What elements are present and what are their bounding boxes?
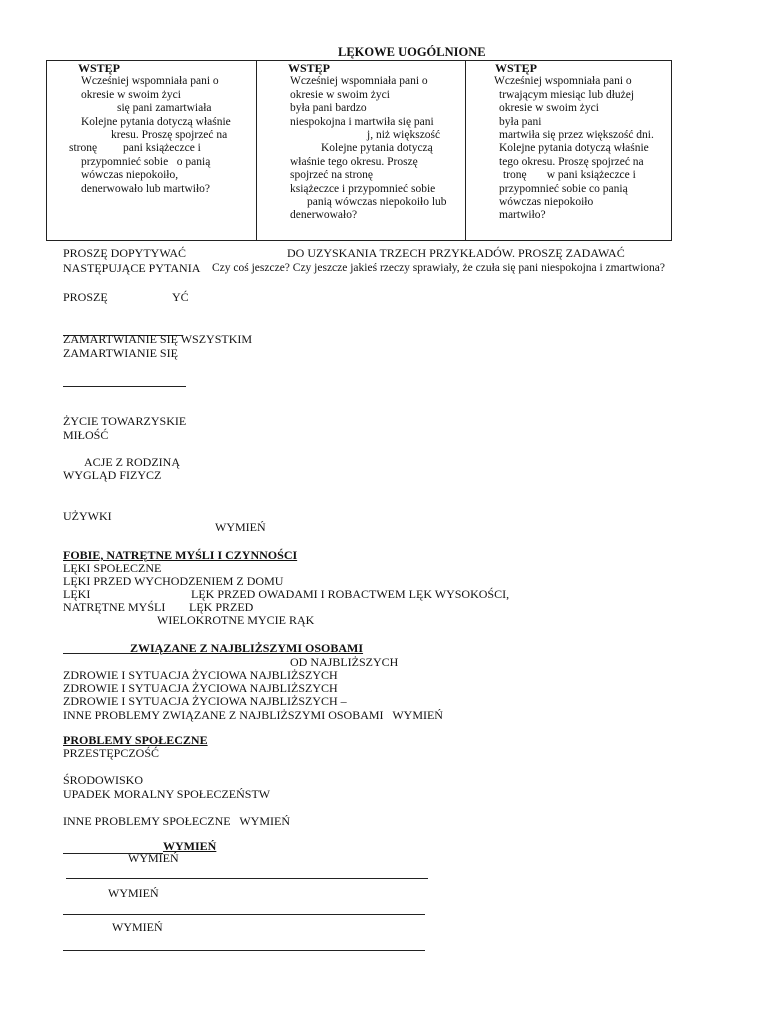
instruction-text: NASTĘPUJĄCE PYTANIA — [63, 261, 201, 275]
other-item: WYMIEŃ — [108, 886, 159, 900]
worry-item: WYGLĄD FIZYCZ — [63, 468, 162, 482]
relatives-item: ZDROWIE I SYTUACJA ŻYCIOWA NAJBLIŻSZYCH — [63, 681, 338, 695]
section-heading-phobias: FOBIE, NATRĘTNE MYŚLI I CZYNNOŚCI — [63, 548, 298, 562]
intro-line: kresu. Proszę spojrzeć na — [111, 129, 228, 142]
intro-line: Kolejne pytania dotyczą — [321, 142, 433, 155]
instruction-text: PROSZĘ — [63, 290, 108, 304]
phobia-item: LĘK PRZED OWADAMI I ROBACTWEM LĘK WYSOKOŚCI, — [191, 587, 510, 601]
intro-line: martwiło? — [499, 209, 546, 222]
relatives-item: OD NAJBLIŻSZYCH — [290, 655, 399, 669]
intro-line: okresie w swoim życi — [290, 88, 390, 101]
instruction-text: DO UZYSKANIA TRZECH PRZYKŁADÓW. PROSZĘ ZADAWAĆ — [287, 246, 625, 260]
intro-line: okresie w swoim życi — [81, 88, 181, 101]
phobia-item: WIELOKROTNE MYCIE RĄK — [157, 613, 315, 627]
instruction-text: PROSZĘ DOPYTYWAĆ — [63, 246, 187, 260]
intro-heading: WSTĘP — [495, 61, 538, 75]
intro-line: panią wówczas niepokoiło lub — [307, 196, 447, 209]
intro-line: martwiła się przez większość dni. — [499, 129, 654, 142]
blank-line — [63, 386, 186, 387]
intro-line: denerwowało? — [290, 209, 358, 222]
intro-line: denerwowało lub martwiło? — [81, 182, 211, 195]
social-item: ŚRODOWISKO — [63, 773, 144, 787]
relatives-item: INNE PROBLEMY ZWIĄZANE Z NAJBLIŻSZYMI OSOBAMI WYMIEŃ — [63, 708, 443, 722]
intro-line: j, niż większość — [367, 129, 441, 142]
intro-column-1 — [47, 61, 256, 196]
section-heading-social: PROBLEMY SPOŁECZNE — [63, 733, 208, 747]
other-item: WYMIEŃ — [112, 920, 163, 934]
relatives-item: ZDROWIE I SYTUACJA ŻYCIOWA NAJBLIŻSZYCH – — [63, 694, 347, 708]
intro-line: przypomnieć sobie co panią — [499, 182, 628, 195]
answer-line[interactable] — [63, 914, 425, 915]
phobia-item: LĘK PRZED — [189, 600, 254, 614]
relatives-item: ZDROWIE I SYTUACJA ŻYCIOWA NAJBLIŻSZYCH — [63, 668, 338, 682]
worry-item: ZAMARTWIANIE SIĘ — [63, 346, 178, 360]
intro-line: przypomnieć sobie o panią — [81, 155, 211, 168]
phobia-item: LĘKI PRZED WYCHODZENIEM Z DOMU — [63, 574, 284, 588]
section-heading-other: WYMIEŃ — [163, 839, 217, 853]
intro-line: spojrzeć na stronę — [290, 169, 374, 182]
intro-line: była pani bardzo — [290, 102, 367, 115]
social-item: PRZESTĘPCZOŚĆ — [63, 746, 160, 760]
intro-line: Kolejne pytania dotyczą właśnie — [499, 142, 649, 155]
worry-item: WYMIEŃ — [215, 520, 266, 534]
section-heading-relatives: ZWIĄZANE Z NAJBLIŻSZYMI OSOBAMI — [130, 641, 364, 655]
phobia-item: NATRĘTNE MYŚLI — [63, 600, 166, 614]
worry-item: UŻYWKI — [63, 509, 112, 523]
intro-column-2 — [257, 61, 465, 223]
worry-item: ŻYCIE TOWARZYSKIE — [63, 414, 187, 428]
intro-line: książeczce i przypomnieć sobie — [290, 182, 436, 195]
phobia-item: LĘKI SPOŁECZNE — [63, 561, 162, 575]
intro-line: Wcześniej wspomniała pani o — [290, 75, 428, 88]
intro-line: Wcześniej wspomniała pani o — [494, 75, 632, 88]
answer-line[interactable] — [63, 950, 425, 951]
page-title: LĘKOWE UOGÓLNIONE — [338, 45, 486, 59]
intro-heading: WSTĘP — [78, 61, 121, 75]
intro-line: Kolejne pytania dotyczą właśnie — [81, 115, 231, 128]
intro-line: tego okresu. Proszę spojrzeć na — [499, 155, 644, 168]
intro-table — [46, 60, 672, 241]
intro-heading: WSTĘP — [288, 61, 331, 75]
intro-line: trwającym miesiąc lub dłużej — [499, 88, 635, 101]
intro-line: wówczas niepokoiło, — [81, 169, 179, 182]
intro-line: właśnie tego okresu. Proszę — [290, 155, 418, 168]
phobia-item: LĘKI — [63, 587, 91, 601]
instruction-questions: Czy coś jeszcze? Czy jeszcze jakieś rzeczy sprawiały, że czuła się pani niespokojna i zmartwiona? — [212, 262, 665, 274]
social-item: INNE PROBLEMY SPOŁECZNE WYMIEŃ — [63, 814, 290, 828]
other-item: WYMIEŃ — [128, 851, 179, 865]
intro-line: Wcześniej wspomniała pani o — [81, 75, 219, 88]
intro-line: niespokojna i martwiła się pani — [290, 115, 434, 128]
worry-item: ZAMARTWIANIE SIĘ WSZYSTKIM — [63, 332, 253, 346]
intro-line: tronę w pani książeczce i — [503, 169, 636, 182]
worry-item: ACJE Z RODZINĄ — [84, 455, 180, 469]
intro-column-3 — [466, 61, 671, 223]
worry-item: MIŁOŚĆ — [63, 428, 109, 442]
blank-line — [63, 653, 131, 654]
intro-line: wówczas niepokoiło — [499, 196, 594, 209]
intro-line: okresie w swoim życi — [499, 102, 599, 115]
intro-line: stronę pani książeczce i — [69, 142, 201, 155]
answer-line[interactable] — [66, 878, 428, 879]
intro-line: była pani — [499, 115, 542, 128]
instruction-text: YĆ — [172, 290, 189, 304]
intro-line: się pani zamartwiała — [117, 102, 212, 115]
social-item: UPADEK MORALNY SPOŁECZEŃSTW — [63, 787, 271, 801]
